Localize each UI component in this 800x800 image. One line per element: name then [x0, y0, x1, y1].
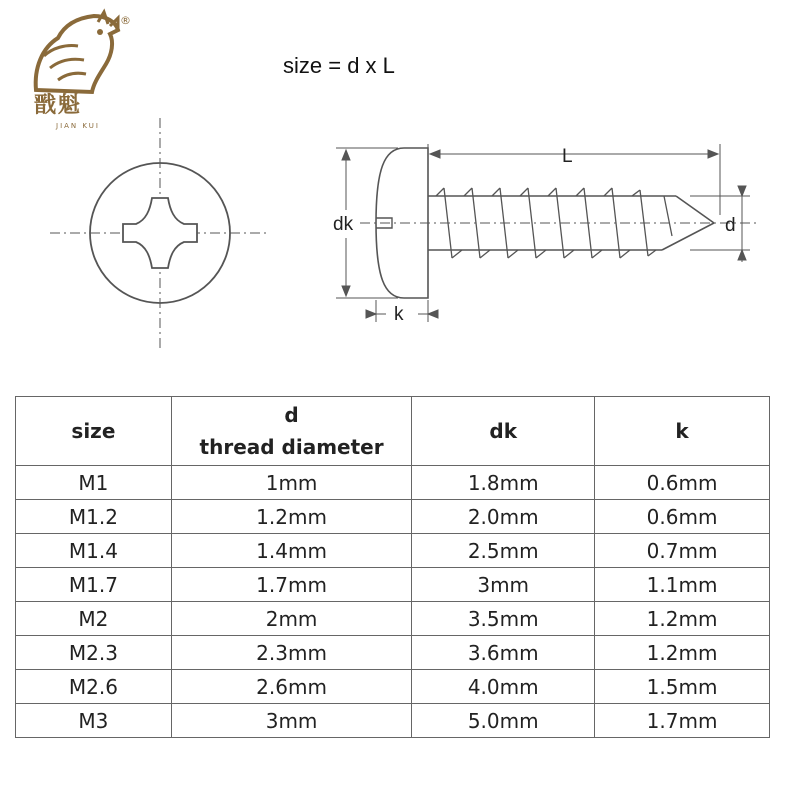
cell-d: 1mm	[171, 466, 411, 500]
cell-dk: 5.0mm	[412, 704, 595, 738]
cell-k: 0.6mm	[595, 466, 770, 500]
table-row	[16, 568, 770, 602]
cell-size: M2.6	[16, 670, 172, 704]
cell-d: 1.7mm	[171, 568, 411, 602]
cell-size: M1.7	[16, 568, 172, 602]
brand-name-latin: JIAN KUI	[56, 122, 100, 130]
cell-dk: 1.8mm	[412, 466, 595, 500]
cell-k: 1.2mm	[595, 602, 770, 636]
label-head-height: k	[394, 304, 404, 325]
dimension-lines	[336, 144, 750, 322]
size-formula: size = d x L	[283, 53, 395, 78]
header-dk: dk	[412, 397, 595, 466]
cell-k: 1.2mm	[595, 636, 770, 670]
label-thread-diameter: d	[725, 215, 736, 236]
cell-dk: 3.5mm	[412, 602, 595, 636]
cell-size: M1.2	[16, 500, 172, 534]
table-row	[16, 636, 770, 670]
cell-k: 0.7mm	[595, 534, 770, 568]
table-header-row	[16, 397, 770, 466]
cell-d: 1.2mm	[171, 500, 411, 534]
brand-name-cjk: 戬魁	[34, 93, 83, 118]
cell-k: 1.7mm	[595, 704, 770, 738]
cell-k: 0.6mm	[595, 500, 770, 534]
screw-technical-drawing	[0, 0, 800, 380]
label-head-diameter: dk	[333, 214, 354, 235]
cell-d: 3mm	[171, 704, 411, 738]
cell-size: M1	[16, 466, 172, 500]
cell-d: 2.6mm	[171, 670, 411, 704]
header-d-line1: d	[284, 403, 299, 427]
header-k: k	[595, 397, 770, 466]
table-row	[16, 602, 770, 636]
cell-size: M3	[16, 704, 172, 738]
cell-dk: 3mm	[412, 568, 595, 602]
table-row	[16, 534, 770, 568]
registered-mark: ®	[120, 14, 131, 27]
header-size: size	[16, 397, 172, 466]
table-row	[16, 670, 770, 704]
cell-size: M2	[16, 602, 172, 636]
table-row	[16, 466, 770, 500]
cell-d: 1.4mm	[171, 534, 411, 568]
table-row	[16, 704, 770, 738]
header-d-line2: thread diameter	[199, 435, 384, 459]
cell-size: M1.4	[16, 534, 172, 568]
cell-dk: 2.0mm	[412, 500, 595, 534]
cell-dk: 3.6mm	[412, 636, 595, 670]
table-row	[16, 500, 770, 534]
screw-size-table	[15, 396, 770, 738]
cell-k: 1.1mm	[595, 568, 770, 602]
screw-side-view	[360, 148, 760, 298]
cell-d: 2mm	[171, 602, 411, 636]
header-thread-diameter	[171, 397, 411, 466]
phillips-recess-icon	[123, 198, 197, 268]
label-length: L	[562, 146, 573, 167]
cell-dk: 2.5mm	[412, 534, 595, 568]
cell-dk: 4.0mm	[412, 670, 595, 704]
screw-head-top-view	[50, 118, 270, 350]
cell-d: 2.3mm	[171, 636, 411, 670]
cell-size: M2.3	[16, 636, 172, 670]
cell-k: 1.5mm	[595, 670, 770, 704]
